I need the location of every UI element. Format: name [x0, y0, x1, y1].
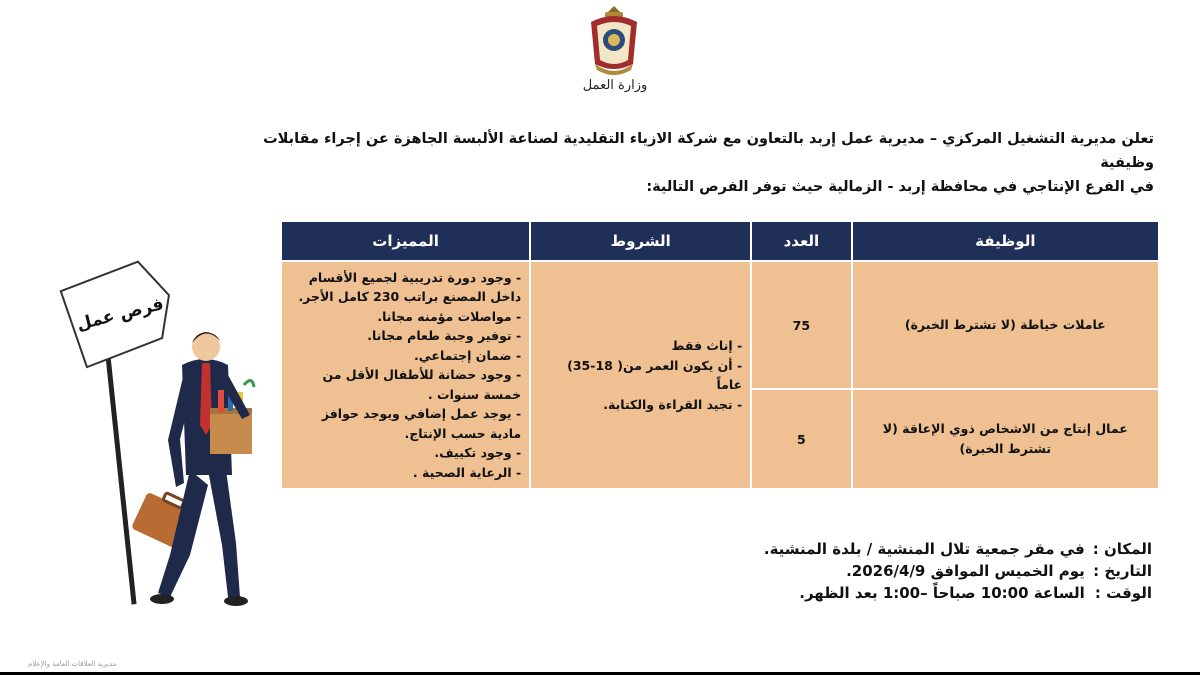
footer-caption: مديرية العلاقات العامة والإعلام — [28, 660, 117, 668]
header-conditions: الشروط — [530, 221, 751, 261]
place-row — [732, 538, 1152, 560]
time-label: الوقت : — [1094, 584, 1152, 602]
table-header-row — [281, 221, 1159, 261]
condition-item: - إناث فقط — [539, 336, 742, 356]
feature-item: - وجود حضانة للأطفال الأقل من خمسة سنوات . — [290, 365, 521, 404]
feature-item: - يوجد عمل إضافي ويوجد حوافز مادية حسب الإنتاج. — [290, 404, 521, 443]
conditions-list — [539, 336, 742, 414]
job-title-cell: عاملات خياطة (لا تشترط الخبرة) — [852, 261, 1159, 389]
intro-line-2: في الفرع الإنتاجي في محافظة إربد - الزمالية حيث توفر الفرص التالية: — [646, 179, 1154, 195]
job-count-cell: 75 — [751, 261, 851, 389]
coat-of-arms-emblem — [583, 2, 645, 78]
intro-line-1: تعلن مديرية التشغيل المركزي – مديرية عمل إربد بالتعاون مع شركة الازياء التقليدية لصناعة الألبسة الجاهزة عن إجراء مقابلات وظيفية — [263, 131, 1154, 171]
time-row — [732, 582, 1152, 604]
features-list — [290, 268, 521, 483]
condition-item: - أن يكون العمر من( 18-35) عاماً — [539, 356, 742, 395]
job-title-cell: عمال إنتاج من الاشخاص ذوي الإعاقة (لا تشترط الخبرة) — [852, 389, 1159, 489]
feature-item: - الرعاية الصحية . — [290, 463, 521, 483]
date-value: يوم الخميس الموافق 2026/4/9. — [846, 562, 1085, 580]
ministry-name: وزارة العمل — [582, 78, 648, 93]
header-features: المميزات — [281, 221, 530, 261]
condition-item: - تجيد القراءة والكتابة. — [539, 395, 742, 415]
job-seeker-illustration — [30, 225, 310, 665]
feature-item: - وجود تكييف. — [290, 443, 521, 463]
table-row — [281, 261, 1159, 389]
feature-item: - وجود دورة تدريبية لجميع الأقسام داخل المصنع براتب 230 كامل الأجر. — [290, 268, 521, 307]
header-job: الوظيفة — [852, 221, 1159, 261]
time-value: الساعة 10:00 صباحاً –1:00 بعد الظهر. — [799, 584, 1085, 602]
place-label: المكان : — [1092, 540, 1152, 558]
sign-icon — [58, 256, 181, 368]
conditions-cell — [530, 261, 751, 489]
interview-details — [732, 538, 1152, 604]
place-value: في مقر جمعية تلال المنشية / بلدة المنشية. — [763, 540, 1085, 558]
sign-text: فرص عمل — [74, 294, 166, 335]
feature-item: - مواصلات مؤمنه مجانا. — [290, 307, 521, 327]
features-cell — [281, 261, 530, 489]
jobs-table — [280, 220, 1160, 490]
feature-item: - توفير وجبة طعام مجانا. — [290, 326, 521, 346]
job-count-cell: 5 — [751, 389, 851, 489]
announcement-intro — [254, 127, 1154, 199]
feature-item: - ضمان إجتماعي. — [290, 346, 521, 366]
date-label: التاريخ : — [1093, 562, 1152, 580]
header-count: العدد — [751, 221, 851, 261]
date-row — [732, 560, 1152, 582]
